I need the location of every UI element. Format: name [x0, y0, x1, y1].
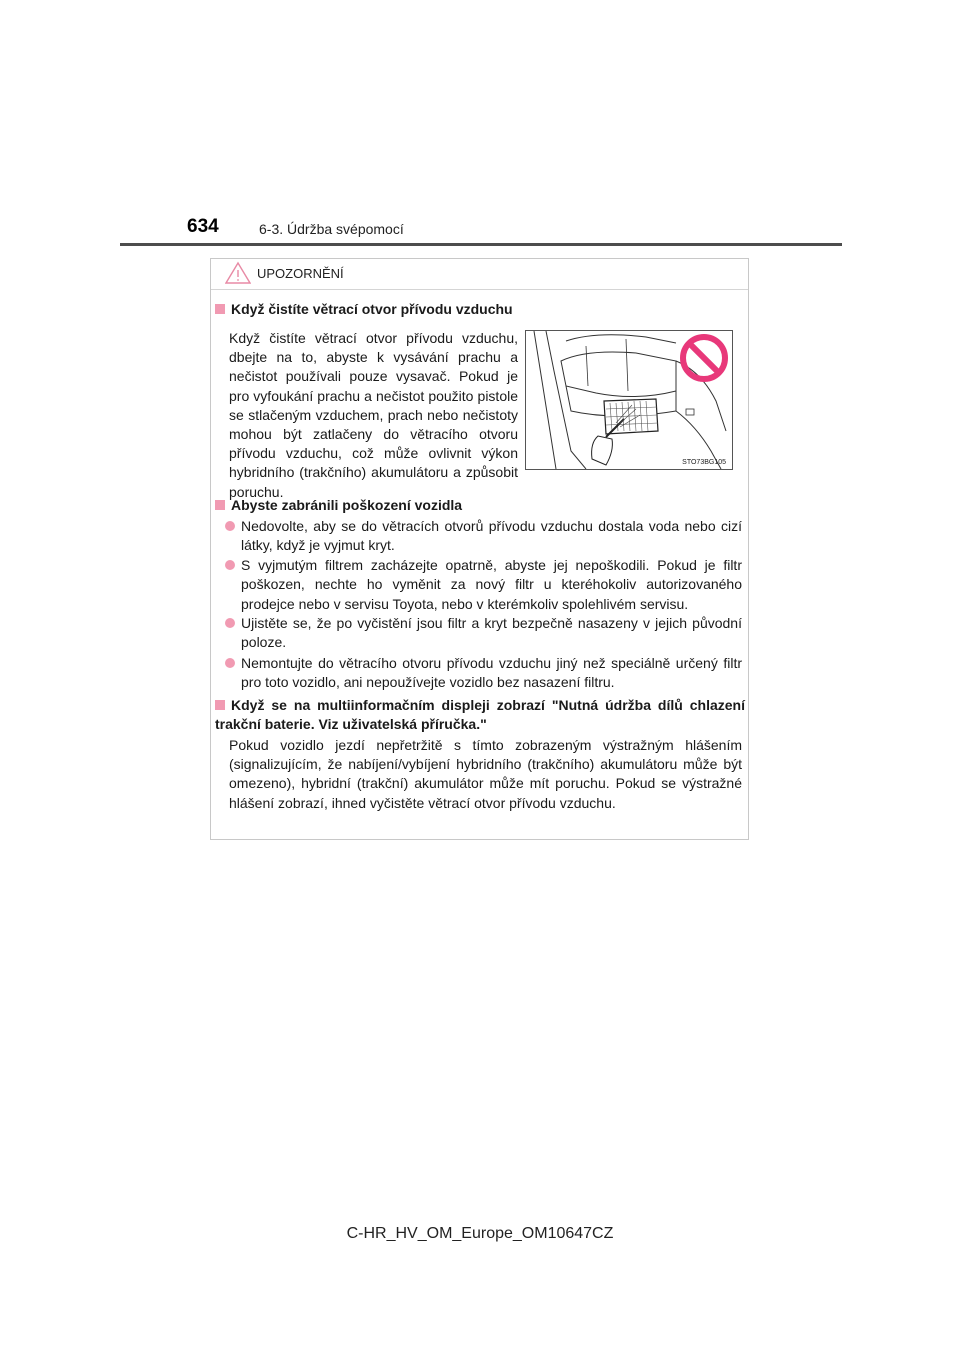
bullet-text: Nemontujte do větracího otvoru přívodu vzduchu jiný než speciálně určený filtr pro toto vozidlo, ani nepoužívejte vozidlo bez nasazení filtru.: [241, 655, 742, 691]
heading-text: Když čistíte větrací otvor přívodu vzduchu: [231, 301, 513, 317]
square-bullet-icon: [215, 700, 225, 710]
list-item: [225, 517, 742, 556]
multiinfo-paragraph: Pokud vozidlo jezdí nepřetržitě s tímto zobrazeným výstražným hlášením (signalizujícím, že nabíjení/vybíjení hybridního (trakčního) akumulátoru může být omezeno), hybridní (trakční) akumulátor může mít poruchu. Pokud se výstražné hlášení zobrazí, ihned vyčistěte větrací otvor přívodu vzduchu.: [229, 737, 742, 811]
figure-code: STO73BG105: [682, 459, 726, 466]
round-bullet-icon: [225, 560, 235, 570]
section-heading-prevent-damage: [215, 496, 745, 515]
vent-cleaning-illustration: [526, 331, 732, 469]
air-vent-paragraph: Když čistíte větrací otvor přívodu vzduchu, dbejte na to, abyste k vysávání prachu a nečistot používali pouze vysavač. Pokud je pro vyfoukání prachu a nečistot použito pistole se stlačeným vzduchem, prach nebo nečistoty mohou být zatlačeny do větracího otvoru přívodu vzduchu, což může ovlivnit výkon hybridního (trakčního) akumulátoru a způsobit poruchu.: [229, 330, 518, 500]
section-heading-air-vent: [215, 300, 745, 319]
list-item: [225, 614, 742, 653]
warning-box: [210, 258, 749, 840]
section-heading-multiinfo-display: [215, 696, 745, 734]
list-item: [225, 556, 742, 614]
round-bullet-icon: [225, 658, 235, 668]
vent-figure: [525, 330, 733, 470]
warning-label: UPOZORNĚNÍ: [257, 266, 344, 281]
page-number: 634: [187, 216, 219, 237]
round-bullet-icon: [225, 618, 235, 628]
footer-document-code: C-HR_HV_OM_Europe_OM10647CZ: [346, 1225, 614, 1242]
list-item: [225, 654, 742, 693]
warning-header: [211, 259, 748, 290]
bullet-text: Ujistěte se, že po vyčistění jsou filtr a kryt bezpečně nasazeny v jejich původní poloze.: [241, 615, 742, 651]
warning-triangle-icon: [225, 261, 251, 285]
bullet-text: Nedovolte, aby se do větracích otvorů přívodu vzduchu dostala voda nebo cizí látky, když je vyjmut kryt.: [241, 518, 742, 554]
square-bullet-icon: [215, 304, 225, 314]
header-rule: [120, 243, 842, 246]
square-bullet-icon: [215, 500, 225, 510]
heading-text: Když se na multiinformačním displeji zobrazí "Nutná údržba dílů chlazení trakční baterie. Viz uživatelská příručka.": [215, 697, 745, 732]
bullet-text: S vyjmutým filtrem zacházejte opatrně, abyste jej nepoškodili. Pokud je filtr poškozen, nechte ho vyměnit za nový filtr u kteréhokoliv autorizovaného prodejce nebo v servisu Toyota, nebo v kterémkoliv spolehlivém servisu.: [241, 557, 742, 612]
section-title: 6-3. Údržba svépomocí: [259, 221, 404, 237]
heading-text: Abyste zabránili poškození vozidla: [231, 497, 463, 513]
round-bullet-icon: [225, 521, 235, 531]
